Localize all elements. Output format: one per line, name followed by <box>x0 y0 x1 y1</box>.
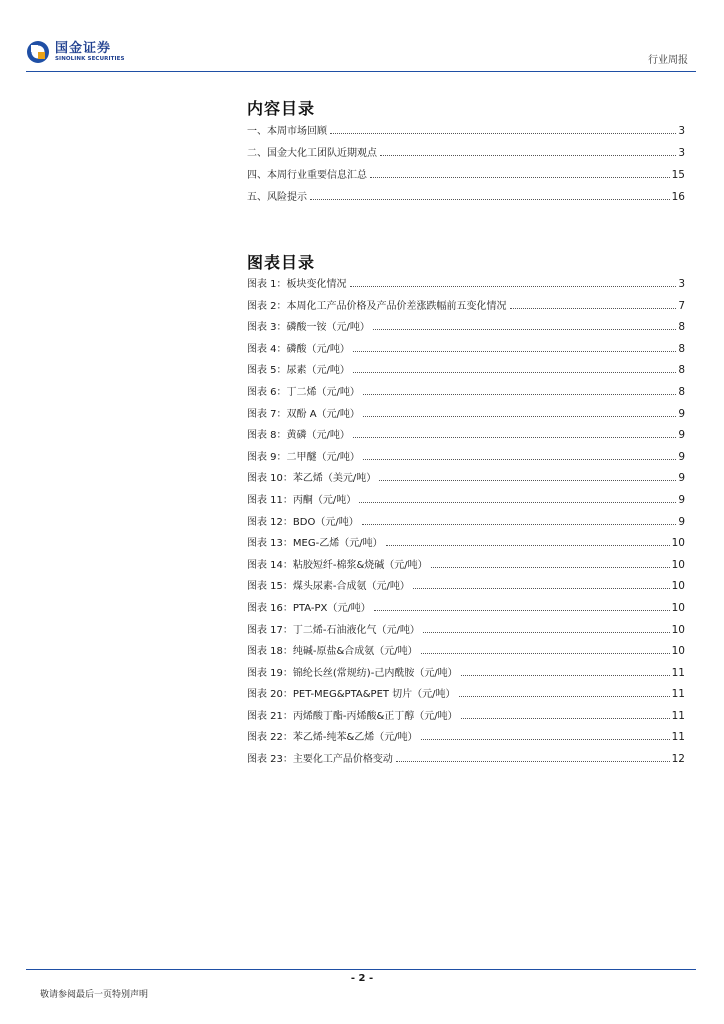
toc-entry[interactable] <box>247 707 685 729</box>
toc-entry-page: 9 <box>678 450 685 463</box>
toc-entry-label: 二、国金大化工团队近期观点 <box>247 148 377 159</box>
toc-entry-label: 图表 19：锦纶长丝(常规纺)-己内酰胺（元/吨） <box>247 667 458 679</box>
toc-entry-label: 五、风险提示 <box>247 192 307 203</box>
contents-list <box>247 122 685 210</box>
toc-entry[interactable] <box>247 728 685 750</box>
toc-entry-label: 图表 23：主要化工产品价格变动 <box>247 754 393 766</box>
toc-entry[interactable] <box>247 556 685 578</box>
toc-entry-page: 10 <box>671 645 685 658</box>
toc-leader-dots <box>350 286 677 287</box>
logo-english-name: SINOLINK SECURITIES <box>55 55 125 62</box>
toc-entry-label: 图表 8：黄磷（元/吨） <box>247 430 350 442</box>
toc-entry[interactable] <box>247 469 685 491</box>
toc-leader-dots <box>363 416 676 417</box>
toc-leader-dots <box>379 480 676 481</box>
sinolink-logo-icon <box>26 40 50 64</box>
toc-entry-page: 9 <box>678 472 685 485</box>
toc-entry-page: 7 <box>678 299 685 312</box>
toc-leader-dots <box>421 739 670 740</box>
header-divider <box>26 71 696 72</box>
disclaimer-text: 敬请参阅最后一页特别声明 <box>40 990 149 1000</box>
toc-entry-page: 9 <box>678 429 685 442</box>
toc-entry[interactable] <box>247 750 685 772</box>
toc-entry-page: 8 <box>678 364 685 377</box>
company-logo <box>26 40 125 64</box>
page-header <box>0 0 724 72</box>
toc-leader-dots <box>370 177 670 178</box>
toc-entry-page: 11 <box>671 731 685 744</box>
logo-chinese-name: 国金证券 <box>55 40 112 56</box>
toc-entry[interactable] <box>247 405 685 427</box>
footer-divider <box>26 969 696 970</box>
toc-entry-page: 8 <box>678 342 685 355</box>
figures-list <box>247 275 685 772</box>
toc-entry-label: 图表 15：煤头尿素-合成氨（元/吨） <box>247 581 410 593</box>
toc-leader-dots <box>380 155 676 156</box>
toc-leader-dots <box>363 459 676 460</box>
toc-entry-page: 3 <box>678 147 685 159</box>
toc-entry[interactable] <box>247 642 685 664</box>
toc-leader-dots <box>353 372 676 373</box>
toc-leader-dots <box>363 394 676 395</box>
toc-entry[interactable] <box>247 513 685 535</box>
toc-entry-page: 10 <box>671 623 685 636</box>
toc-entry[interactable] <box>247 188 685 210</box>
toc-leader-dots <box>362 524 677 525</box>
toc-leader-dots <box>373 329 676 330</box>
toc-entry-label: 图表 18：纯碱-原盐&合成氨（元/吨） <box>247 646 418 658</box>
toc-entry[interactable] <box>247 297 685 319</box>
toc-entry[interactable] <box>247 122 685 144</box>
contents-title: 内容目录 <box>247 99 316 118</box>
toc-entry-page: 9 <box>678 515 685 528</box>
toc-entry-page: 11 <box>671 666 685 679</box>
toc-entry-page: 3 <box>678 125 685 137</box>
toc-entry-label: 图表 11：丙酮（元/吨） <box>247 494 357 506</box>
toc-entry-label: 图表 14：粘胶短纤-棉浆&烧碱（元/吨） <box>247 559 428 571</box>
toc-entry-page: 9 <box>678 493 685 506</box>
toc-leader-dots <box>330 133 676 134</box>
toc-leader-dots <box>421 653 670 654</box>
toc-entry[interactable] <box>247 534 685 556</box>
toc-entry-label: 图表 22：苯乙烯-纯苯&乙烯（元/吨） <box>247 732 418 744</box>
toc-entry[interactable] <box>247 664 685 686</box>
toc-entry-page: 10 <box>671 558 685 571</box>
toc-entry[interactable] <box>247 275 685 297</box>
toc-entry[interactable] <box>247 144 685 166</box>
toc-entry-page: 8 <box>678 385 685 398</box>
toc-entry[interactable] <box>247 577 685 599</box>
toc-entry-label: 图表 4：磷酸（元/吨） <box>247 343 350 355</box>
toc-entry-label: 图表 3：磷酸一铵（元/吨） <box>247 322 370 334</box>
toc-entry-label: 四、本周行业重要信息汇总 <box>247 170 367 181</box>
toc-entry-page: 12 <box>671 753 685 766</box>
toc-leader-dots <box>359 502 676 503</box>
toc-leader-dots <box>461 718 670 719</box>
toc-entry-label: 图表 16：PTA-PX（元/吨） <box>247 602 371 614</box>
toc-entry-label: 图表 13：MEG-乙烯（元/吨） <box>247 538 383 550</box>
toc-entry[interactable] <box>247 685 685 707</box>
page-number: - 2 - <box>350 973 374 984</box>
toc-entry[interactable] <box>247 318 685 340</box>
toc-entry-label: 图表 21：丙烯酸丁酯-丙烯酸&正丁醇（元/吨） <box>247 710 458 722</box>
toc-entry[interactable] <box>247 361 685 383</box>
toc-leader-dots <box>461 675 670 676</box>
toc-entry-page: 11 <box>671 688 685 701</box>
toc-entry-label: 图表 7：双酚 A（元/吨） <box>247 408 360 420</box>
toc-entry-page: 10 <box>671 537 685 550</box>
toc-leader-dots <box>310 199 670 200</box>
toc-entry-label: 图表 2：本周化工产品价格及产品价差涨跌幅前五变化情况 <box>247 300 507 312</box>
toc-leader-dots <box>431 567 670 568</box>
toc-entry-label: 图表 10：苯乙烯（美元/吨） <box>247 473 377 485</box>
toc-leader-dots <box>459 696 670 697</box>
toc-entry[interactable] <box>247 599 685 621</box>
toc-leader-dots <box>510 308 677 309</box>
toc-entry-label: 图表 12：BDO（元/吨） <box>247 516 359 528</box>
toc-entry-page: 3 <box>678 278 685 290</box>
toc-entry-label: 一、本周市场回顾 <box>247 126 327 137</box>
toc-leader-dots <box>353 351 676 352</box>
toc-entry-label: 图表 20：PET-MEG&PTA&PET 切片（元/吨） <box>247 689 456 701</box>
toc-leader-dots <box>396 761 670 762</box>
report-type-label: 行业周报 <box>648 55 688 66</box>
toc-entry-page: 16 <box>671 191 685 203</box>
toc-entry-page: 10 <box>671 580 685 593</box>
toc-entry-page: 9 <box>678 407 685 420</box>
toc-entry-label: 图表 5：尿素（元/吨） <box>247 365 350 377</box>
toc-entry-label: 图表 6：丁二烯（元/吨） <box>247 386 360 398</box>
toc-leader-dots <box>413 588 670 589</box>
toc-entry[interactable] <box>247 340 685 362</box>
toc-entry[interactable] <box>247 166 685 188</box>
toc-entry[interactable] <box>247 448 685 470</box>
toc-entry-page: 10 <box>671 601 685 614</box>
toc-leader-dots <box>374 610 670 611</box>
toc-entry-page: 15 <box>671 169 685 181</box>
toc-entry-label: 图表 9：二甲醚（元/吨） <box>247 451 360 463</box>
toc-entry-label: 图表 17：丁二烯-石油液化气（元/吨） <box>247 624 420 636</box>
toc-entry[interactable] <box>247 491 685 513</box>
toc-entry-page: 11 <box>671 709 685 722</box>
toc-entry-page: 8 <box>678 321 685 334</box>
toc-entry-label: 图表 1：板块变化情况 <box>247 279 347 290</box>
toc-leader-dots <box>423 632 670 633</box>
figures-title: 图表目录 <box>247 253 316 272</box>
toc-entry[interactable] <box>247 383 685 405</box>
toc-leader-dots <box>386 545 670 546</box>
toc-entry[interactable] <box>247 426 685 448</box>
toc-leader-dots <box>353 437 676 438</box>
toc-entry[interactable] <box>247 621 685 643</box>
